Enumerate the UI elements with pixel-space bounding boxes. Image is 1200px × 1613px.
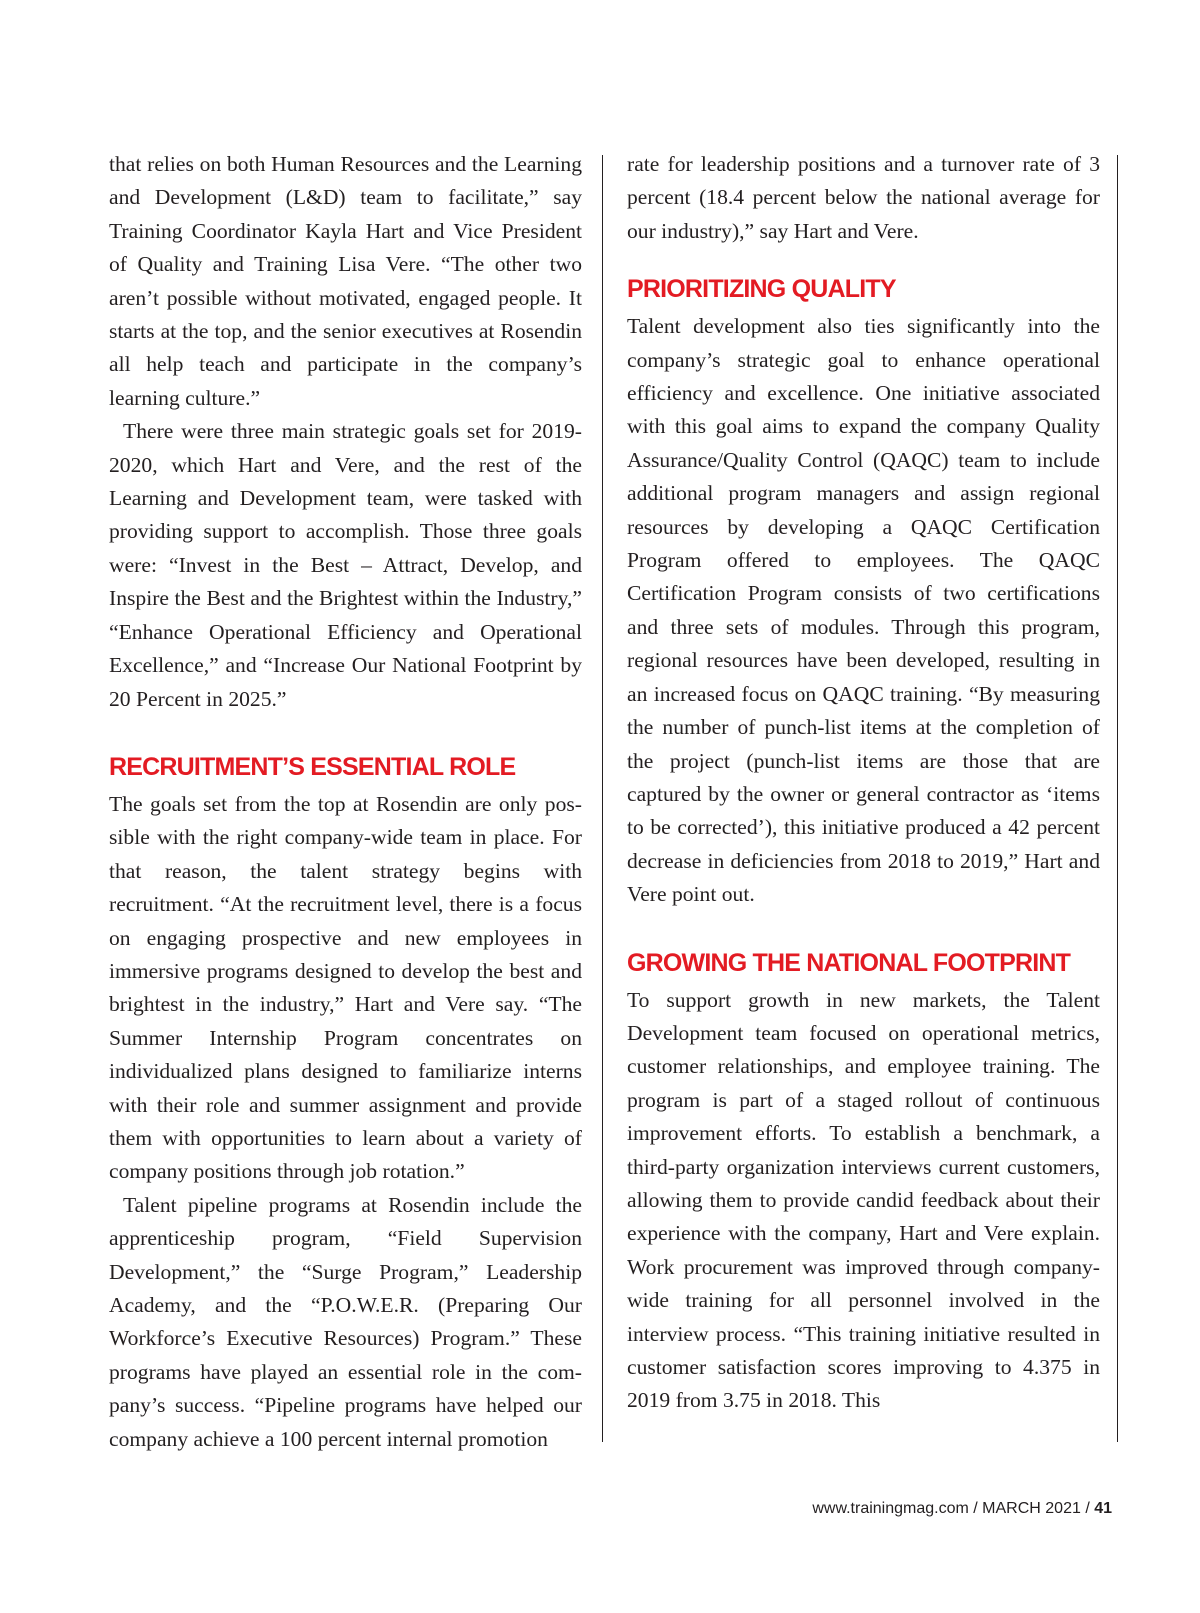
paragraph: The goals set from the top at Rosendin are only possible with the right company-wide team in place. For that reason, the talent strategy begins with recruitment. “At the recruitment level, there is a focus on engaging prospective and new employees in immersive programs designed to develop the best and brightest in the industry,” Hart and Vere say. “The Summer Internship Program concentrates on individualized plans designed to familiarize interns with their role and summer assignment and provide them with opportunities to learn about a variety of company positions through job rotation.” (109, 791, 582, 1184)
right-column (627, 148, 1100, 1418)
paragraph: To support growth in new markets, the Talent Development team focused on operational metrics, customer relationships, and employee training. The program is part of a staged rollout of continuous improvement efforts. To establish a benchmark, a third-party organization interviews current customers, allowing them to provide candid feedback about their experience with the company, Hart and Vere explain. Work procurement was improved through company-wide training for all personnel involved in the interview process. “This training initiative resulted in customer satisfaction scores improving to 4.375 in 2019 from 3.75 in 2018. This (627, 987, 1100, 1413)
column-divider (1117, 155, 1118, 1442)
paragraph: that relies on both Human Resources and the Learning and Development (L&D) team to facilitate,” say Training Coordinator Kayla Hart and Vice President of Quality and Training Lisa Vere. “The other two aren’t possible without motivated, engaged people. It starts at the top, and the senior executives at Rosendin all help teach and participate in the company’s learning culture.” (109, 152, 582, 410)
paragraph: rate for leadership positions and a turnover rate of 3 percent (18.4 percent below the national average for our industry),” say Hart and Vere. (627, 152, 1100, 243)
left-column (109, 148, 582, 1456)
page-footer (812, 1500, 1112, 1518)
paragraph: Talent development also ties significantly into the company’s strategic goal to enhance operational efficiency and excellence. One initiative associated with this goal aims to expand the company Quality Assurance/Quality Control (QAQC) team to include additional program managers and assign regional resources by developing a QAQC Certification Program offered to employees. The QAQC Certification Program consists of two certifications and three sets of modules. Through this program, regional resources have been developed, resulting in an increased focus on QAQC training. “By measuring the number of punch-list items at the completion of the project (punch-list items are those that are captured by the owner or general contractor as ‘items to be corrected’), this initiative produced a 42 percent decrease in deficiencies from 2018 to 2019,” Hart and Vere point out. (627, 314, 1100, 907)
footer-site-and-date: www.trainingmag.com / MARCH 2021 / (812, 1500, 1095, 1517)
paragraph: Talent pipeline programs at Rosendin include the apprenticeship program, “Field Supervision Development,” the “Surge Program,” Leadership Academy, and the “P.O.W.E.R. (Preparing Our Workforce’s Executive Resources) Program.” These programs have played an essential role in the company’s success. “Pipeline programs have helped our company achieve a 100 percent internal promotion (109, 1192, 582, 1451)
column-divider (602, 155, 603, 1442)
page-number: 41 (1094, 1500, 1112, 1517)
section-heading: RECRUITMENT’S ESSENTIAL ROLE (109, 752, 516, 781)
section-heading: PRIORITIZING QUALITY (627, 275, 896, 304)
paragraph: There were three main strategic goals set for 2019-2020, which Hart and Vere, and the rest of the Learning and Development team, were tasked with providing support to accomplish. Those three goals were: “Invest in the Best – Attract, Develop, and Inspire the Best and the Brightest within the Industry,” “Enhance Operational Efficiency and Operational Excellence,” and “Increase Our National Footprint by 20 Percent in 2025.” (109, 419, 582, 711)
section-heading: GROWING THE NATIONAL FOOTPRINT (627, 948, 1071, 977)
